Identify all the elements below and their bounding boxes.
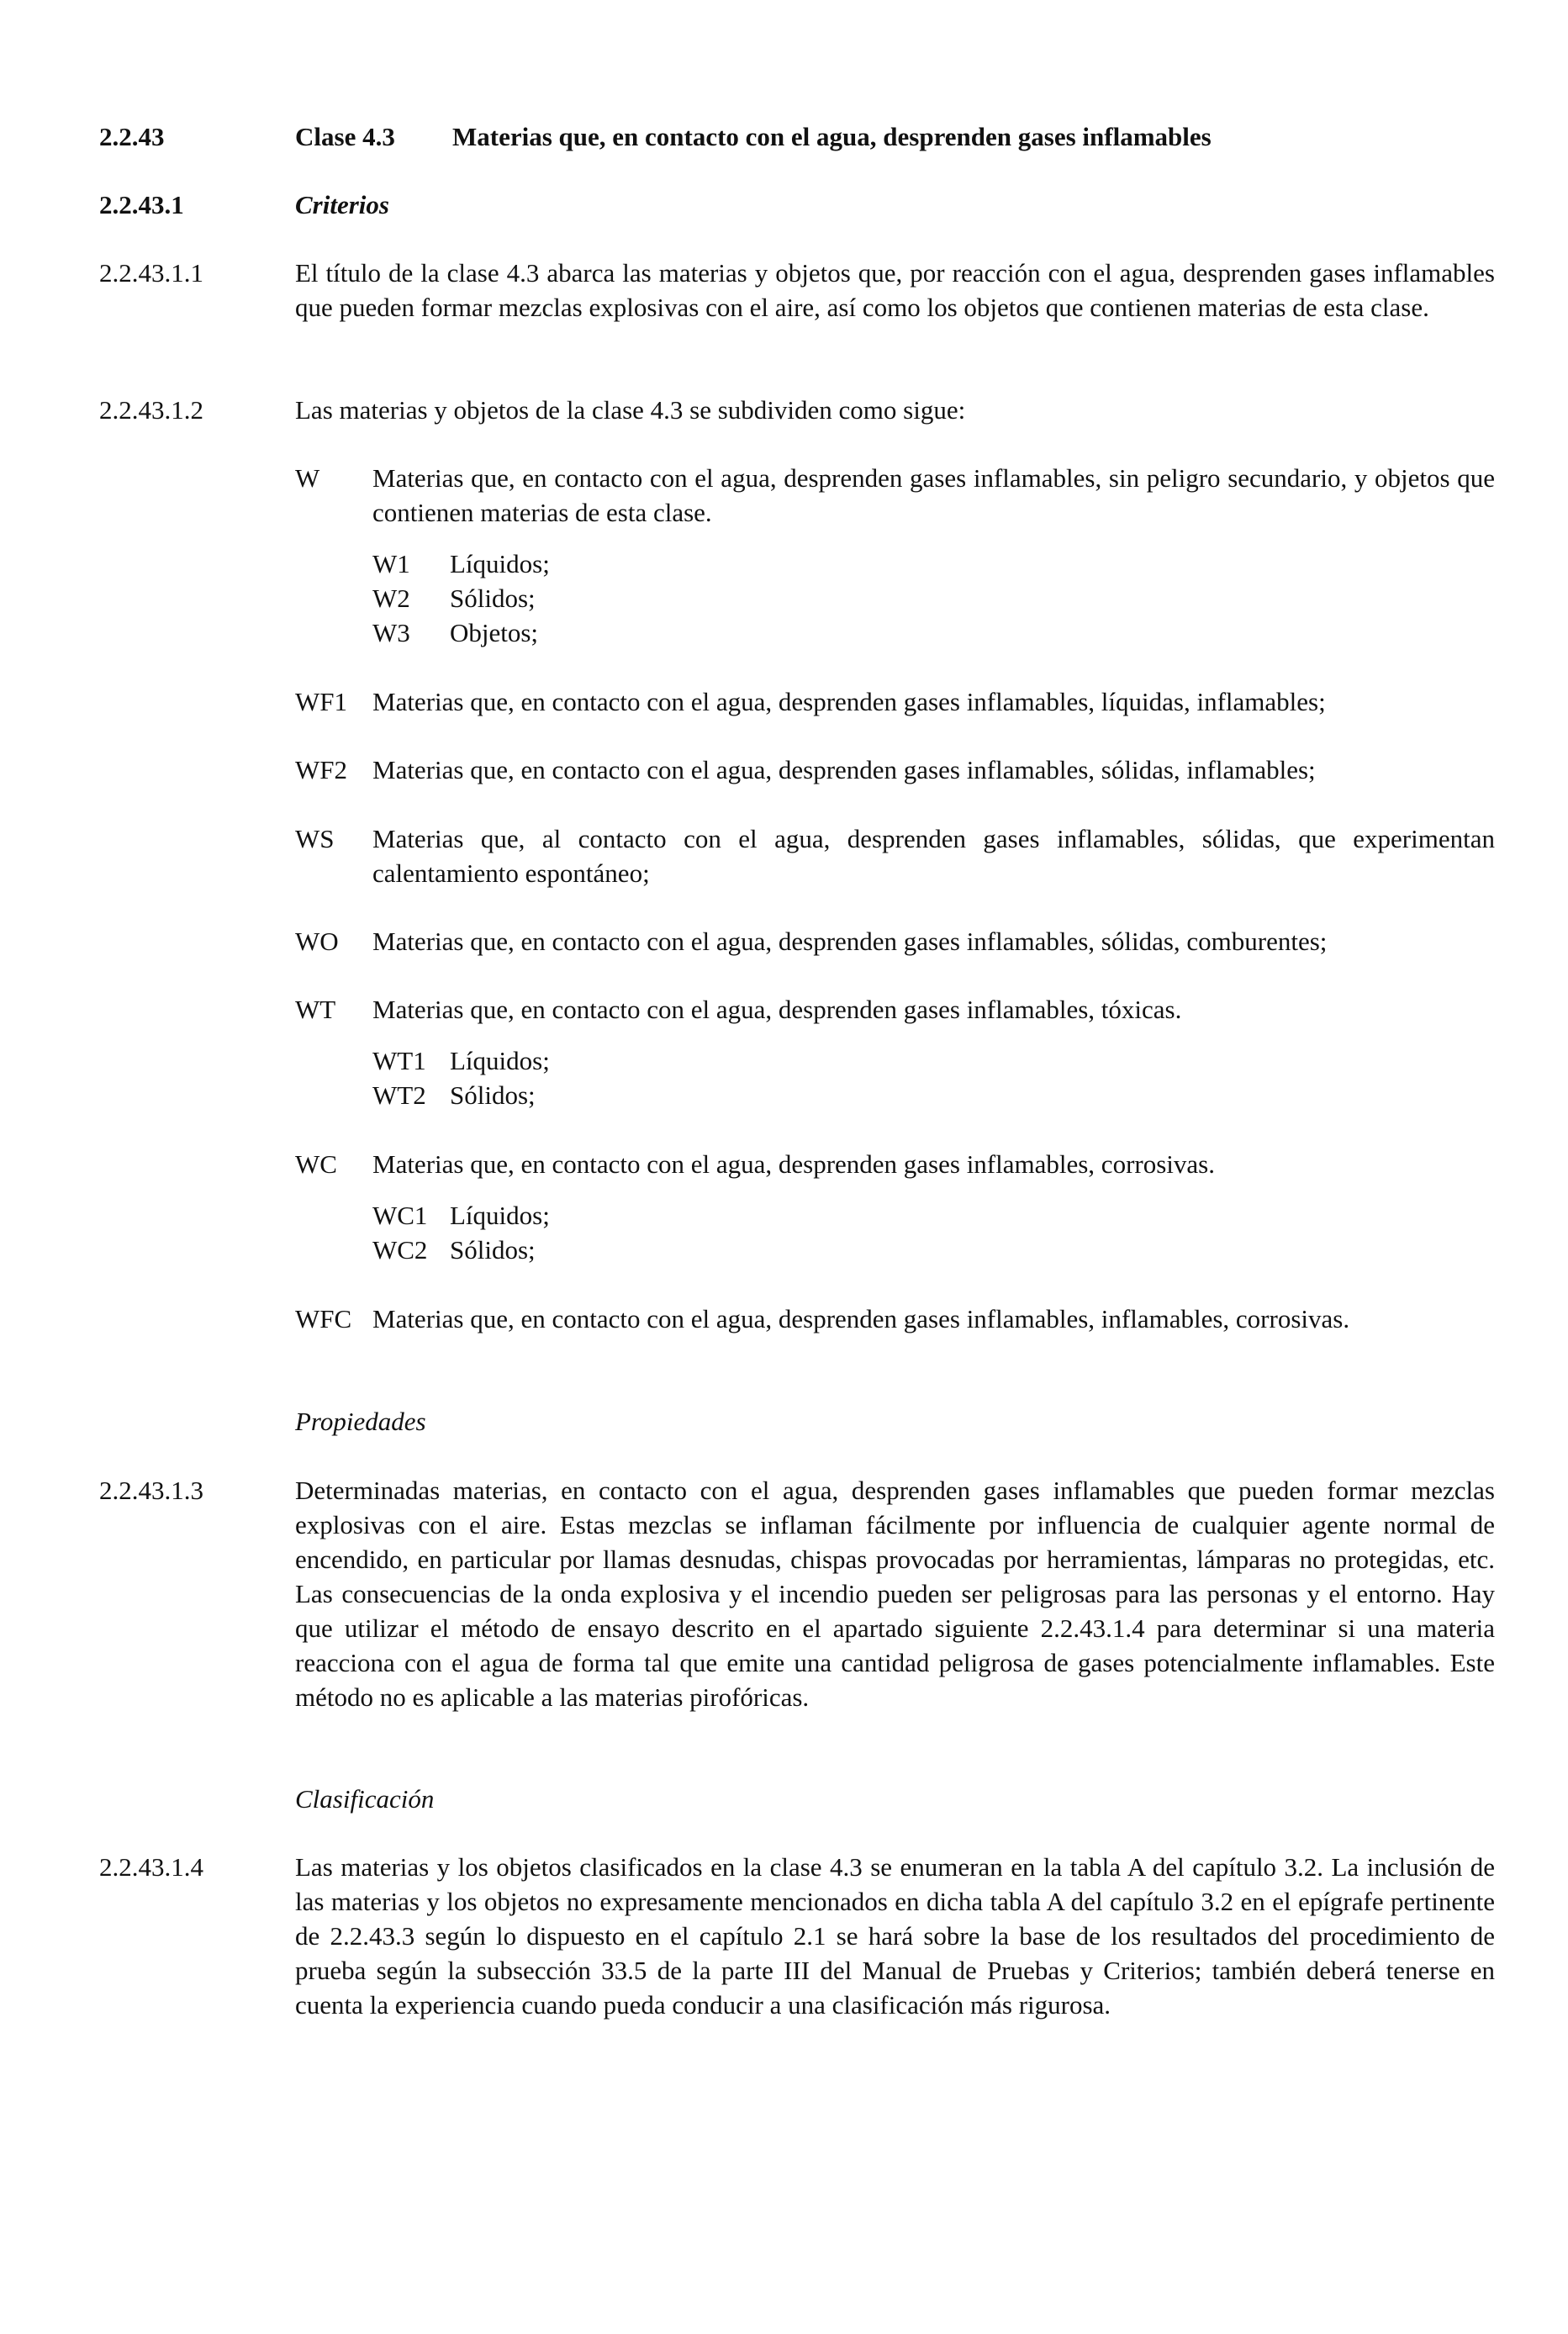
group-code: WFC bbox=[295, 1304, 352, 1333]
group-text: Materias que, al contacto con el agua, desprenden gases inflamables, sólidas, que experimentan calentamiento espontáneo; bbox=[372, 824, 1495, 888]
group-code: W bbox=[295, 463, 320, 493]
group-text: Materias que, en contacto con el agua, desprenden gases inflamables, sólidas, comburentes; bbox=[372, 927, 1328, 956]
section-title: Materias que, en contacto con el agua, desprenden gases inflamables bbox=[452, 122, 1212, 151]
paragraph-number: 2.2.43.1.2 bbox=[99, 395, 203, 425]
criteria-number: 2.2.43.1 bbox=[99, 190, 184, 219]
paragraph-text: Determinadas materias, en contacto con el agua, desprenden gases inflamables que pueden formar mezclas explosivas con el aire. Estas mezclas se inflaman fácilmente por influencia de cualquier agente normal de encendido, en particular por llamas desnudas, chispas provocadas por herramientas, lámparas no protegidas, etc. Las consecuencias de la onda explosiva y el incendio pueden ser peligrosas para las personas y el entorno. Hay que utilizar el método de ensayo descrito en el apartado siguiente 2.2.43.1.4 para determinar si una materia reacciona con el agua de forma tal que emite una cantidad peligrosa de gases potencialmente inflamables. Este método no es aplicable a las materias pirofóricas. bbox=[295, 1476, 1495, 1712]
subheading-text: Clasificación bbox=[295, 1784, 435, 1814]
list-item: WT1 Líquidos; bbox=[372, 1046, 550, 1075]
paragraph-number: 2.2.43.1.3 bbox=[99, 1476, 203, 1505]
paragraph-number: 2.2.43.1.1 bbox=[99, 258, 203, 288]
list-item: WC2 Sólidos; bbox=[372, 1235, 536, 1265]
group-text: Materias que, en contacto con el agua, desprenden gases inflamables, líquidas, inflamables; bbox=[372, 687, 1326, 716]
sub-list bbox=[372, 1043, 877, 1112]
group-text: Materias que, en contacto con el agua, desprenden gases inflamables, tóxicas. bbox=[372, 995, 1182, 1024]
list-item: WC1 Líquidos; bbox=[372, 1201, 550, 1230]
list-item: W3 Objetos; bbox=[372, 618, 539, 647]
class-label: Clase 4.3 bbox=[295, 122, 395, 151]
group-code: WS bbox=[295, 824, 335, 853]
paragraph-number: 2.2.43.1.4 bbox=[99, 1852, 203, 1882]
criteria-title: Criterios bbox=[295, 190, 389, 219]
paragraph-text: Las materias y los objetos clasificados en la clase 4.3 se enumeran en la tabla A del capítulo 3.2. La inclusión de las materias y los objetos no expresamente mencionados en dicha tabla A del capítulo 3.2 en el epígrafe pertinente de 2.2.43.3 según lo dispuesto en el capítulo 2.1 se hará sobre la base de los resultados del procedimiento de prueba según la subsección 33.5 de la parte III del Manual de Pruebas y Criterios; también deberá tenerse en cuenta la experiencia cuando pueda conducir a una clasificación más rigurosa. bbox=[295, 1852, 1495, 2020]
paragraph-text: Las materias y objetos de la clase 4.3 se subdividen como sigue: bbox=[295, 395, 966, 425]
group-text: Materias que, en contacto con el agua, desprenden gases inflamables, inflamables, corrosivas. bbox=[372, 1304, 1350, 1333]
group-code: WF1 bbox=[295, 687, 347, 716]
section-number: 2.2.43 bbox=[99, 122, 165, 151]
group-code: WC bbox=[295, 1149, 337, 1179]
group-text: Materias que, en contacto con el agua, desprenden gases inflamables, sólidas, inflamables; bbox=[372, 755, 1316, 784]
subheading-text: Propiedades bbox=[295, 1407, 426, 1436]
group-text: Materias que, en contacto con el agua, desprenden gases inflamables, sin peligro secundario, y objetos que contienen materias de esta clase. bbox=[372, 463, 1495, 527]
sub-list bbox=[372, 547, 877, 650]
list-item: W2 Sólidos; bbox=[372, 584, 536, 613]
sub-list bbox=[372, 1198, 877, 1267]
paragraph-text: El título de la clase 4.3 abarca las materias y objetos que, por reacción con el agua, desprenden gases inflamables que pueden formar mezclas explosivas con el aire, así como los objetos que contienen materias de esta clase. bbox=[295, 258, 1495, 322]
group-code: WO bbox=[295, 927, 339, 956]
list-item: W1 Líquidos; bbox=[372, 549, 550, 578]
group-code: WF2 bbox=[295, 755, 347, 784]
group-text: Materias que, en contacto con el agua, desprenden gases inflamables, corrosivas. bbox=[372, 1149, 1215, 1179]
list-item: WT2 Sólidos; bbox=[372, 1080, 536, 1110]
group-code: WT bbox=[295, 995, 336, 1024]
